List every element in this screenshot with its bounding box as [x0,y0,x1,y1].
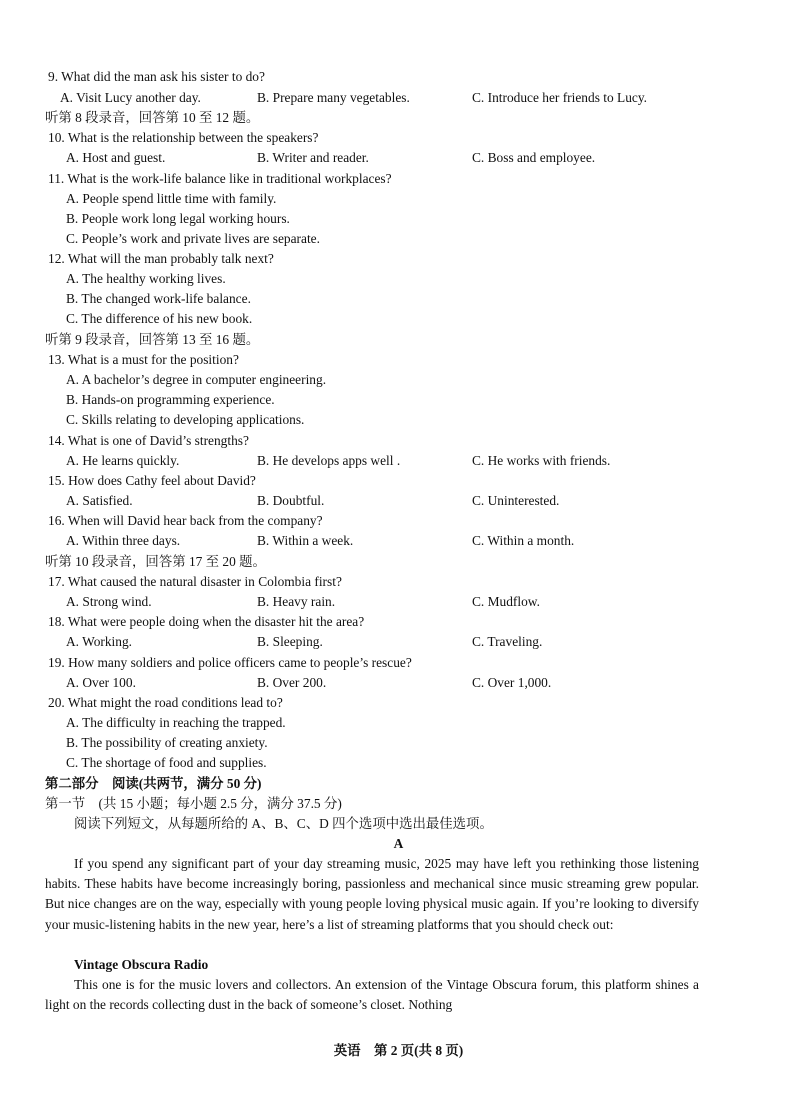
question-18: 18. What were people doing when the disaster hit the area? [48,614,365,629]
q15-option-b: B. Doubtful. [257,493,325,508]
q20-option-a: A. The difficulty in reaching the trapped. [66,715,286,730]
q14-option-a: A. He learns quickly. [66,453,180,468]
passage-paragraph-2: This one is for the music lovers and collectors. An extension of the Vintage Obscura forum, this platform shines a light on the records collecting dust in the back of someone’s closet. Nothing [45,977,699,1013]
question-20: 20. What might the road conditions lead to? [48,695,283,710]
q16-option-c: C. Within a month. [472,533,575,548]
q16-option-a: A. Within three days. [66,533,181,548]
question-16: 16. When will David hear back from the company? [48,513,323,528]
question-17: 17. What caused the natural disaster in Colombia first? [48,574,342,589]
q18-option-c: C. Traveling. [472,634,543,649]
q10-option-c: C. Boss and employee. [472,150,596,165]
q12-option-a: A. The healthy working lives. [66,271,226,286]
section-heading-9: 听第 9 段录音，回答第 13 至 16 题。 [45,332,260,347]
q10-option-a: A. Host and guest. [66,150,166,165]
section-one-heading: 第一节 (共 15 小题；每小题 2.5 分，满分 37.5 分) [45,796,342,811]
q12-option-c: C. The difference of his new book. [66,311,253,326]
q10-option-b: B. Writer and reader. [257,150,369,165]
q13-option-a: A. A bachelor’s degree in computer engineering. [66,372,327,387]
question-15: 15. How does Cathy feel about David? [48,473,256,488]
passage-paragraph-1: If you spend any significant part of your day streaming music, 2025 may have left you rethinking those listening habits. These habits have become increasingly boring, passionless and mechanical since music streaming grew popular. But nice changes are on the way, especially with young people loving physical music again. If you’re looking to diversify your music-listening habits in the new year, here’s a list of streaming platforms that you should check out: [45,856,699,932]
question-13: 13. What is a must for the position? [48,352,239,367]
q9-option-c: C. Introduce her friends to Lucy. [472,90,648,105]
q15-option-a: A. Satisfied. [66,493,133,508]
q9-option-b: B. Prepare many vegetables. [257,90,410,105]
q17-option-c: C. Mudflow. [472,594,540,609]
part-two-heading: 第二部分 阅读(共两节，满分 50 分) [45,776,262,791]
q18-option-b: B. Sleeping. [257,634,323,649]
q13-option-c: C. Skills relating to developing applications. [66,412,305,427]
question-10: 10. What is the relationship between the speakers? [48,130,319,145]
q19-option-c: C. Over 1,000. [472,675,552,690]
q20-option-c: C. The shortage of food and supplies. [66,755,267,770]
q13-option-b: B. Hands-on programming experience. [66,392,275,407]
q11-option-c: C. People’s work and private lives are separate. [66,231,320,246]
question-19: 19. How many soldiers and police officers came to people’s rescue? [48,655,412,670]
page-footer: 英语 第 2 页(共 8 页) [333,1043,464,1058]
question-11: 11. What is the work-life balance like in traditional workplaces? [48,171,392,186]
q18-option-a: A. Working. [66,634,132,649]
section-heading-8: 听第 8 段录音，回答第 10 至 12 题。 [45,110,260,125]
q19-option-a: A. Over 100. [66,675,136,690]
section-heading-10: 听第 10 段录音，回答第 17 至 20 题。 [45,554,266,569]
q11-option-a: A. People spend little time with family. [66,191,277,206]
question-9: 9. What did the man ask his sister to do? [48,69,265,84]
q17-option-b: B. Heavy rain. [257,594,336,609]
question-12: 12. What will the man probably talk next? [48,251,274,266]
reading-instruction: 阅读下列短文，从每题所给的 A、B、C、D 四个选项中选出最佳选项。 [74,816,493,831]
q12-option-b: B. The changed work-life balance. [66,291,251,306]
q15-option-c: C. Uninterested. [472,493,560,508]
q9-option-a: A. Visit Lucy another day. [60,90,201,105]
passage-subheading: Vintage Obscura Radio [74,957,209,972]
question-14: 14. What is one of David’s strengths? [48,433,249,448]
q11-option-b: B. People work long legal working hours. [66,211,290,226]
q19-option-b: B. Over 200. [257,675,327,690]
passage-label: A [393,836,404,851]
q20-option-b: B. The possibility of creating anxiety. [66,735,268,750]
q17-option-a: A. Strong wind. [66,594,152,609]
q14-option-b: B. He develops apps well . [257,453,401,468]
q16-option-b: B. Within a week. [257,533,354,548]
q14-option-c: C. He works with friends. [472,453,611,468]
